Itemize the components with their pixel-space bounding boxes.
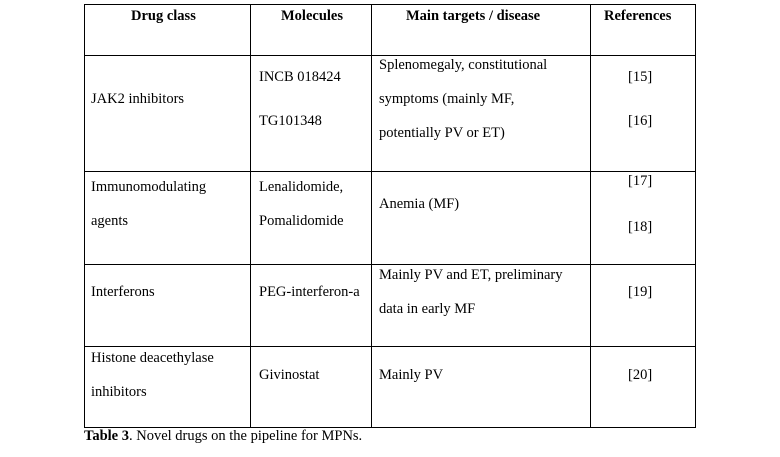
- cell-molecule: Givinostat: [259, 367, 320, 383]
- cell-molecule: INCB 018424: [259, 69, 341, 85]
- caption-text: . Novel drugs on the pipeline for MPNs.: [129, 428, 363, 444]
- cell-drug-class: Immunomodulating: [91, 179, 207, 195]
- header-references: References: [604, 8, 672, 24]
- cell-reference: [17]: [628, 173, 653, 189]
- cell-reference: [16]: [628, 113, 653, 129]
- cell-molecule: Lenalidomide,: [259, 179, 344, 195]
- cell-molecule: TG101348: [259, 113, 322, 129]
- column-divider: [590, 5, 591, 427]
- cell-target: Mainly PV: [379, 367, 444, 383]
- cell-reference: [19]: [628, 284, 653, 300]
- cell-drug-class: JAK2 inhibitors: [91, 91, 185, 107]
- column-divider: [371, 5, 372, 427]
- cell-reference: [20]: [628, 367, 653, 383]
- drug-pipeline-table: [84, 4, 696, 428]
- cell-target: potentially PV or ET): [379, 125, 505, 141]
- cell-reference: [18]: [628, 219, 653, 235]
- cell-drug-class: inhibitors: [91, 384, 147, 400]
- cell-molecule: PEG-interferon-a: [259, 284, 360, 300]
- cell-target: symptoms (mainly MF,: [379, 91, 515, 107]
- cell-target: Mainly PV and ET, preliminary: [379, 267, 563, 283]
- cell-target: Splenomegaly, constitutional: [379, 57, 548, 73]
- table-caption: [84, 428, 362, 445]
- cell-reference: [15]: [628, 69, 653, 85]
- column-divider: [250, 5, 251, 427]
- header-molecules: Molecules: [281, 8, 344, 24]
- row-divider: [85, 171, 695, 172]
- header-drug-class: Drug class: [131, 8, 196, 24]
- cell-drug-class: Histone deacethylase: [91, 350, 214, 366]
- cell-drug-class: agents: [91, 213, 129, 229]
- row-divider: [85, 346, 695, 347]
- header-main-targets: Main targets / disease: [406, 8, 541, 24]
- caption-label: Table 3: [84, 428, 129, 444]
- cell-target: Anemia (MF): [379, 196, 460, 212]
- cell-target: data in early MF: [379, 301, 476, 317]
- cell-molecule: Pomalidomide: [259, 213, 344, 229]
- cell-drug-class: Interferons: [91, 284, 155, 300]
